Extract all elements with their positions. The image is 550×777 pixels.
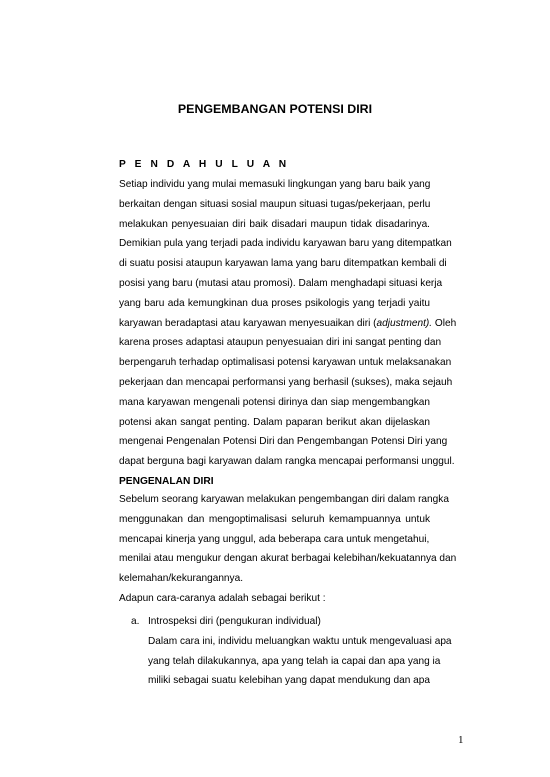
list-item-title: Introspeksi diri (pengukuran individual) bbox=[148, 616, 321, 627]
page-number: 1 bbox=[458, 734, 464, 746]
paragraph-line: dapat berguna bagi karyawan dalam rangka mencapai performansi unggul. bbox=[119, 456, 455, 468]
paragraph-line: berkaitan dengan situasi sosial maupun situasi tugas/pekerjaan, perlu bbox=[119, 198, 431, 210]
line-tail: Oleh bbox=[432, 317, 457, 329]
paragraph-line: Sebelum seorang karyawan melakukan pengembangan diri dalam rangka bbox=[119, 494, 449, 505]
paragraph-line: berpengaruh terhadap optimalisasi potensi karyawan untuk melaksanakan bbox=[119, 357, 452, 369]
paragraph-line: melakukan penyesuaian diri baik disadari maupun tidak disadarinya. bbox=[119, 218, 430, 230]
paragraph-line: menggunakan dan mengoptimalisasi seluruh kemampuannya untuk bbox=[119, 513, 430, 525]
paragraph-line-mixed bbox=[119, 314, 457, 334]
line-text: karyawan beradaptasi atau karyawan menyesuaikan diri ( bbox=[119, 317, 377, 329]
paragraph-line: Dalam cara ini, individu meluangkan waktu untuk mengevaluasi apa bbox=[148, 635, 452, 647]
paragraph-line: Adapun cara-caranya adalah sebagai berikut : bbox=[119, 592, 326, 604]
recognition-paragraph bbox=[119, 490, 457, 609]
italic-term: adjustment). bbox=[376, 317, 433, 329]
paragraph-line: mana karyawan mengenali potensi dirinya dan siap mengembangkan bbox=[119, 396, 430, 408]
paragraph-line: posisi yang baru (mutasi atau promosi). Dalam menghadapi situasi kerja bbox=[119, 277, 443, 289]
paragraph-line: karena proses adaptasi ataupun penyesuaian diri ini sangat penting dan bbox=[119, 337, 442, 349]
paragraph-line: menilai atau mengukur dengan akurat berbagai kelebihan/kekuatannya dan bbox=[119, 553, 457, 565]
paragraph-line: di suatu posisi ataupun karyawan lama yang baru ditempatkan kembali di bbox=[119, 258, 447, 270]
intro-paragraph bbox=[119, 175, 457, 472]
paragraph-line: Setiap individu yang mulai memasuki lingkungan yang baru baik yang bbox=[119, 179, 431, 190]
list-marker: a. bbox=[131, 616, 140, 627]
paragraph-line: mengenai Pengenalan Potensi Diri dan Pengembangan Potensi Diri yang bbox=[119, 436, 448, 448]
paragraph-line: mencapai kinerja yang unggul, ada beberapa cara untuk mengetahui, bbox=[119, 533, 430, 545]
paragraph-line: Demikian pula yang terjadi pada individu karyawan baru yang ditempatkan bbox=[119, 238, 452, 250]
list-item-introspection bbox=[148, 612, 452, 691]
document-title: PENGEMBANGAN POTENSI DIRI bbox=[177, 102, 373, 116]
paragraph-line: yang baru ada kemungkinan dua proses psikologis yang terjadi yaitu bbox=[119, 297, 430, 309]
section-heading-recognition: PENGENALAN DIRI bbox=[119, 476, 214, 487]
paragraph-line: potensi akan sangat penting. Dalam paparan berikut akan dijelaskan bbox=[119, 416, 430, 428]
paragraph-line: yang telah dilakukannya, apa yang telah ia capai dan apa yang ia bbox=[148, 655, 441, 667]
paragraph-line: miliki sebagai suatu kelebihan yang dapat mendukung dan apa bbox=[148, 675, 430, 687]
paragraph-line: pekerjaan dan mencapai performansi yang berhasil (sukses), maka sejauh bbox=[119, 376, 453, 388]
section-heading-intro: P E N D A H U L U A N bbox=[119, 159, 290, 170]
paragraph-line: kelemahan/kekurangannya. bbox=[119, 573, 244, 585]
